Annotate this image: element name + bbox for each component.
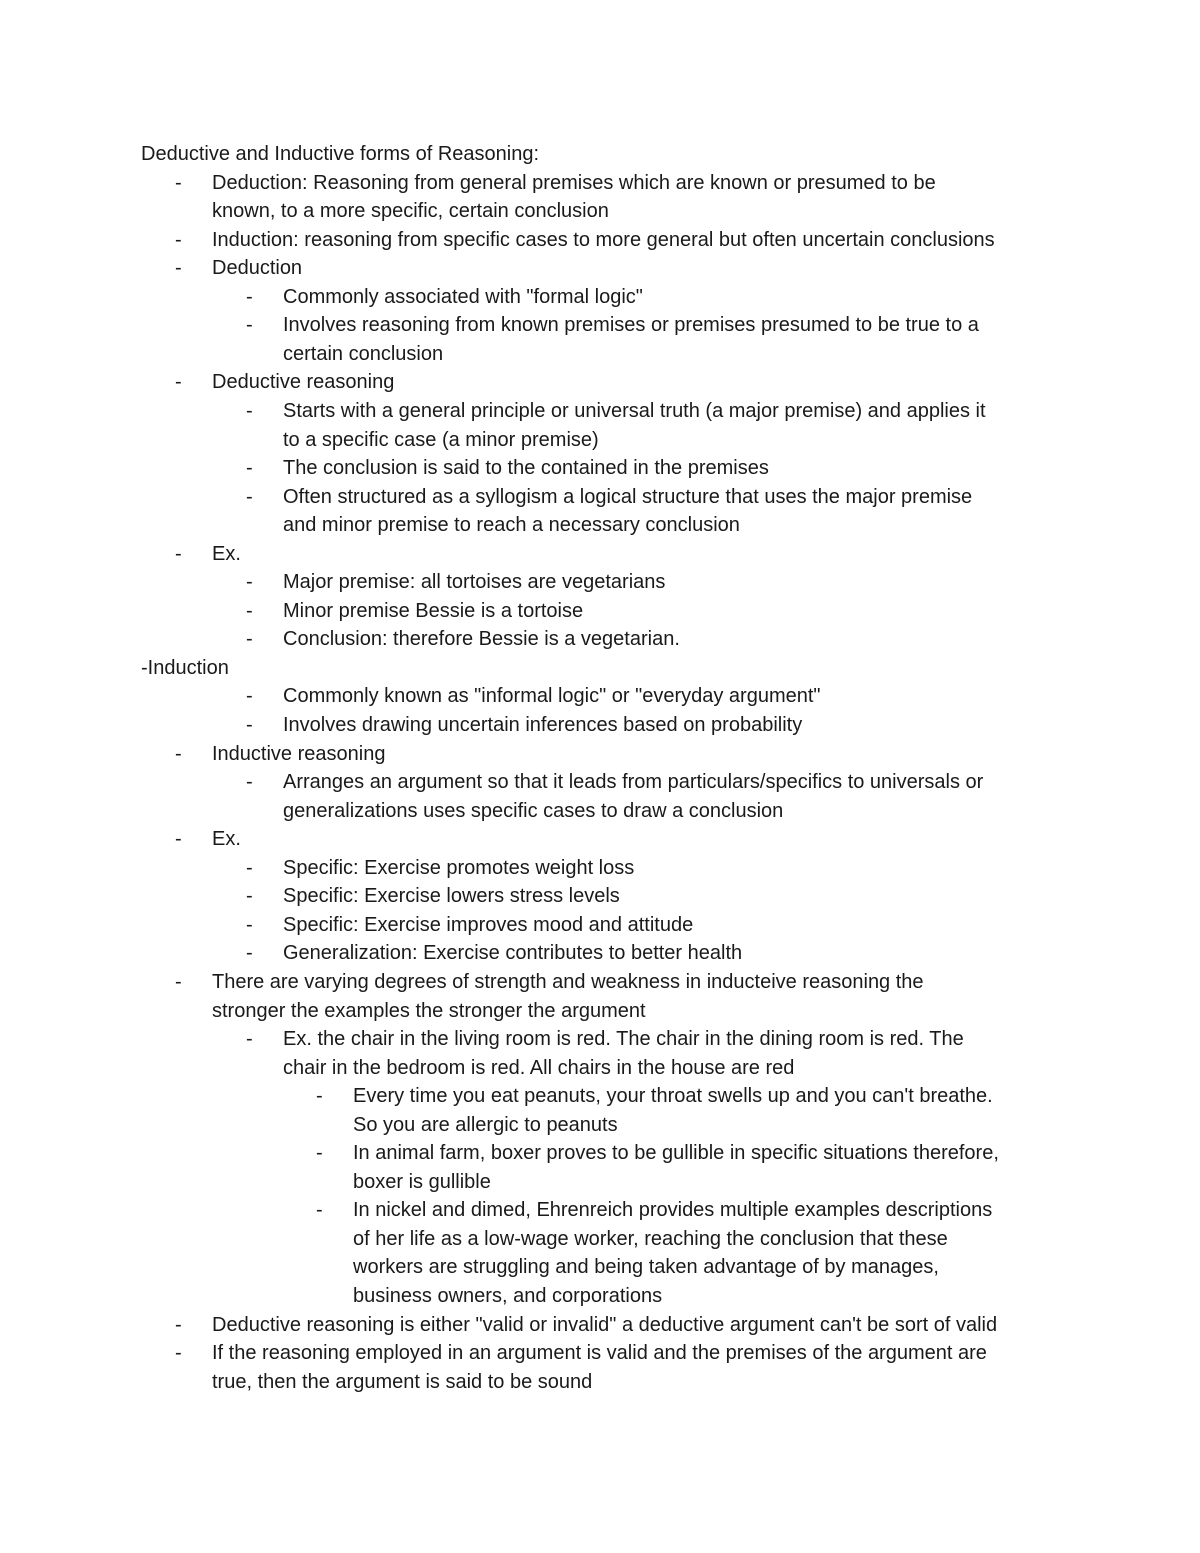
list-item-line: Every time you eat peanuts, your throat swells up and you can't breathe. [353, 1085, 993, 1108]
list-item-line: Involves reasoning from known premises or premises presumed to be true to a [283, 314, 979, 337]
list-item-line: Generalization: Exercise contributes to better health [283, 942, 743, 965]
bullet-dash: - [175, 1342, 182, 1365]
list-item-line: Deductive reasoning is either "valid or invalid" a deductive argument can't be sort of valid [212, 1313, 998, 1336]
list-item-line: If the reasoning employed in an argument is valid and the premises of the argument are [212, 1342, 987, 1365]
bullet-dash: - [175, 171, 182, 194]
list-item-line: true, then the argument is said to be sound [212, 1370, 593, 1393]
bullet-dash: - [316, 1199, 323, 1222]
list-item-line: Deductive reasoning [212, 371, 395, 394]
list-item-line: In animal farm, boxer proves to be gullible in specific situations therefore, [353, 1142, 999, 1165]
bullet-dash: - [175, 742, 182, 765]
bullet-dash: - [246, 628, 253, 651]
list-item-line: Ex. the chair in the living room is red. The chair in the dining room is red. The [283, 1028, 964, 1051]
bullet-dash: - [175, 257, 182, 280]
bullet-dash: - [316, 1142, 323, 1165]
bullet-dash: - [175, 228, 182, 251]
list-item-line: So you are allergic to peanuts [353, 1113, 618, 1136]
list-item-line: Specific: Exercise lowers stress levels [283, 885, 620, 908]
list-item-line: Commonly associated with "formal logic" [283, 285, 643, 308]
list-item-line: chair in the bedroom is red. All chairs in the house are red [283, 1056, 795, 1079]
list-item-line: generalizations uses specific cases to draw a conclusion [283, 799, 784, 822]
bullet-dash: - [246, 399, 253, 422]
list-item-line: business owners, and corporations [353, 1285, 663, 1307]
bullet-dash: - [246, 913, 253, 936]
bullet-dash: - [175, 371, 182, 394]
bullet-dash: - [175, 970, 182, 993]
list-item-line: Commonly known as "informal logic" or "everyday argument" [283, 685, 821, 708]
list-item-line: Starts with a general principle or universal truth (a major premise) and applies it [283, 399, 986, 422]
bullet-dash: - [175, 828, 182, 851]
list-item-line: Major premise: all tortoises are vegetarians [283, 571, 666, 594]
list-item-line: Deduction [212, 257, 303, 280]
bullet-dash: - [175, 1313, 182, 1336]
list-item-line: Specific: Exercise improves mood and attitude [283, 913, 694, 936]
list-item-line: Often structured as a syllogism a logical structure that uses the major premise [283, 485, 973, 508]
bullet-dash: - [246, 285, 253, 308]
bullet-dash: - [175, 542, 182, 565]
list-item-line: workers are struggling and being taken advantage of by manages, [353, 1256, 939, 1279]
list-item-line: of her life as a low-wage worker, reaching the conclusion that these [353, 1227, 948, 1250]
list-item-line: Deduction: Reasoning from general premises which are known or presumed to be [212, 171, 936, 194]
bullet-dash: - [246, 1028, 253, 1051]
bullet-dash: - [246, 571, 253, 594]
list-item-line: Arranges an argument so that it leads from particulars/specifics to universals or [283, 771, 984, 794]
document-heading: Deductive and Inductive forms of Reasoning: [141, 143, 539, 165]
list-item-line: certain conclusion [283, 342, 444, 365]
list-item-line: known, to a more specific, certain conclusion [212, 200, 609, 223]
list-item-line: Ex. [212, 828, 241, 851]
bullet-dash: - [246, 714, 253, 736]
section-label: -Induction [141, 656, 229, 679]
list-item-line: Inductive reasoning [212, 742, 386, 765]
list-item-line: In nickel and dimed, Ehrenreich provides multiple examples descriptions [353, 1199, 993, 1222]
list-item-line: There are varying degrees of strength and weakness in inducteive reasoning the [212, 970, 924, 993]
list-item-line: and minor premise to reach a necessary conclusion [283, 514, 740, 537]
list-item-line: boxer is gullible [353, 1170, 491, 1193]
list-item-line: stronger the examples the stronger the argument [212, 999, 646, 1022]
bullet-dash: - [246, 771, 253, 794]
list-item-line: Minor premise Bessie is a tortoise [283, 599, 584, 622]
bullet-dash: - [246, 685, 253, 708]
bullet-dash: - [246, 314, 253, 337]
list-item-line: Induction: reasoning from specific cases to more general but often uncertain conclusions [212, 228, 995, 251]
list-item-line: Specific: Exercise promotes weight loss [283, 856, 635, 879]
bullet-dash: - [246, 885, 253, 908]
list-item-line: Involves drawing uncertain inferences based on probability [283, 714, 803, 736]
list-item-line: to a specific case (a minor premise) [283, 428, 599, 451]
list-item-line: Conclusion: therefore Bessie is a vegetarian. [283, 628, 680, 651]
bullet-dash: - [316, 1085, 323, 1108]
bullet-dash: - [246, 457, 253, 480]
list-item-line: Ex. [212, 542, 241, 565]
bullet-dash: - [246, 942, 253, 965]
bullet-dash: - [246, 485, 253, 508]
list-item-line: The conclusion is said to the contained in the premises [283, 457, 769, 480]
bullet-dash: - [246, 856, 253, 879]
bullet-dash: - [246, 599, 253, 622]
